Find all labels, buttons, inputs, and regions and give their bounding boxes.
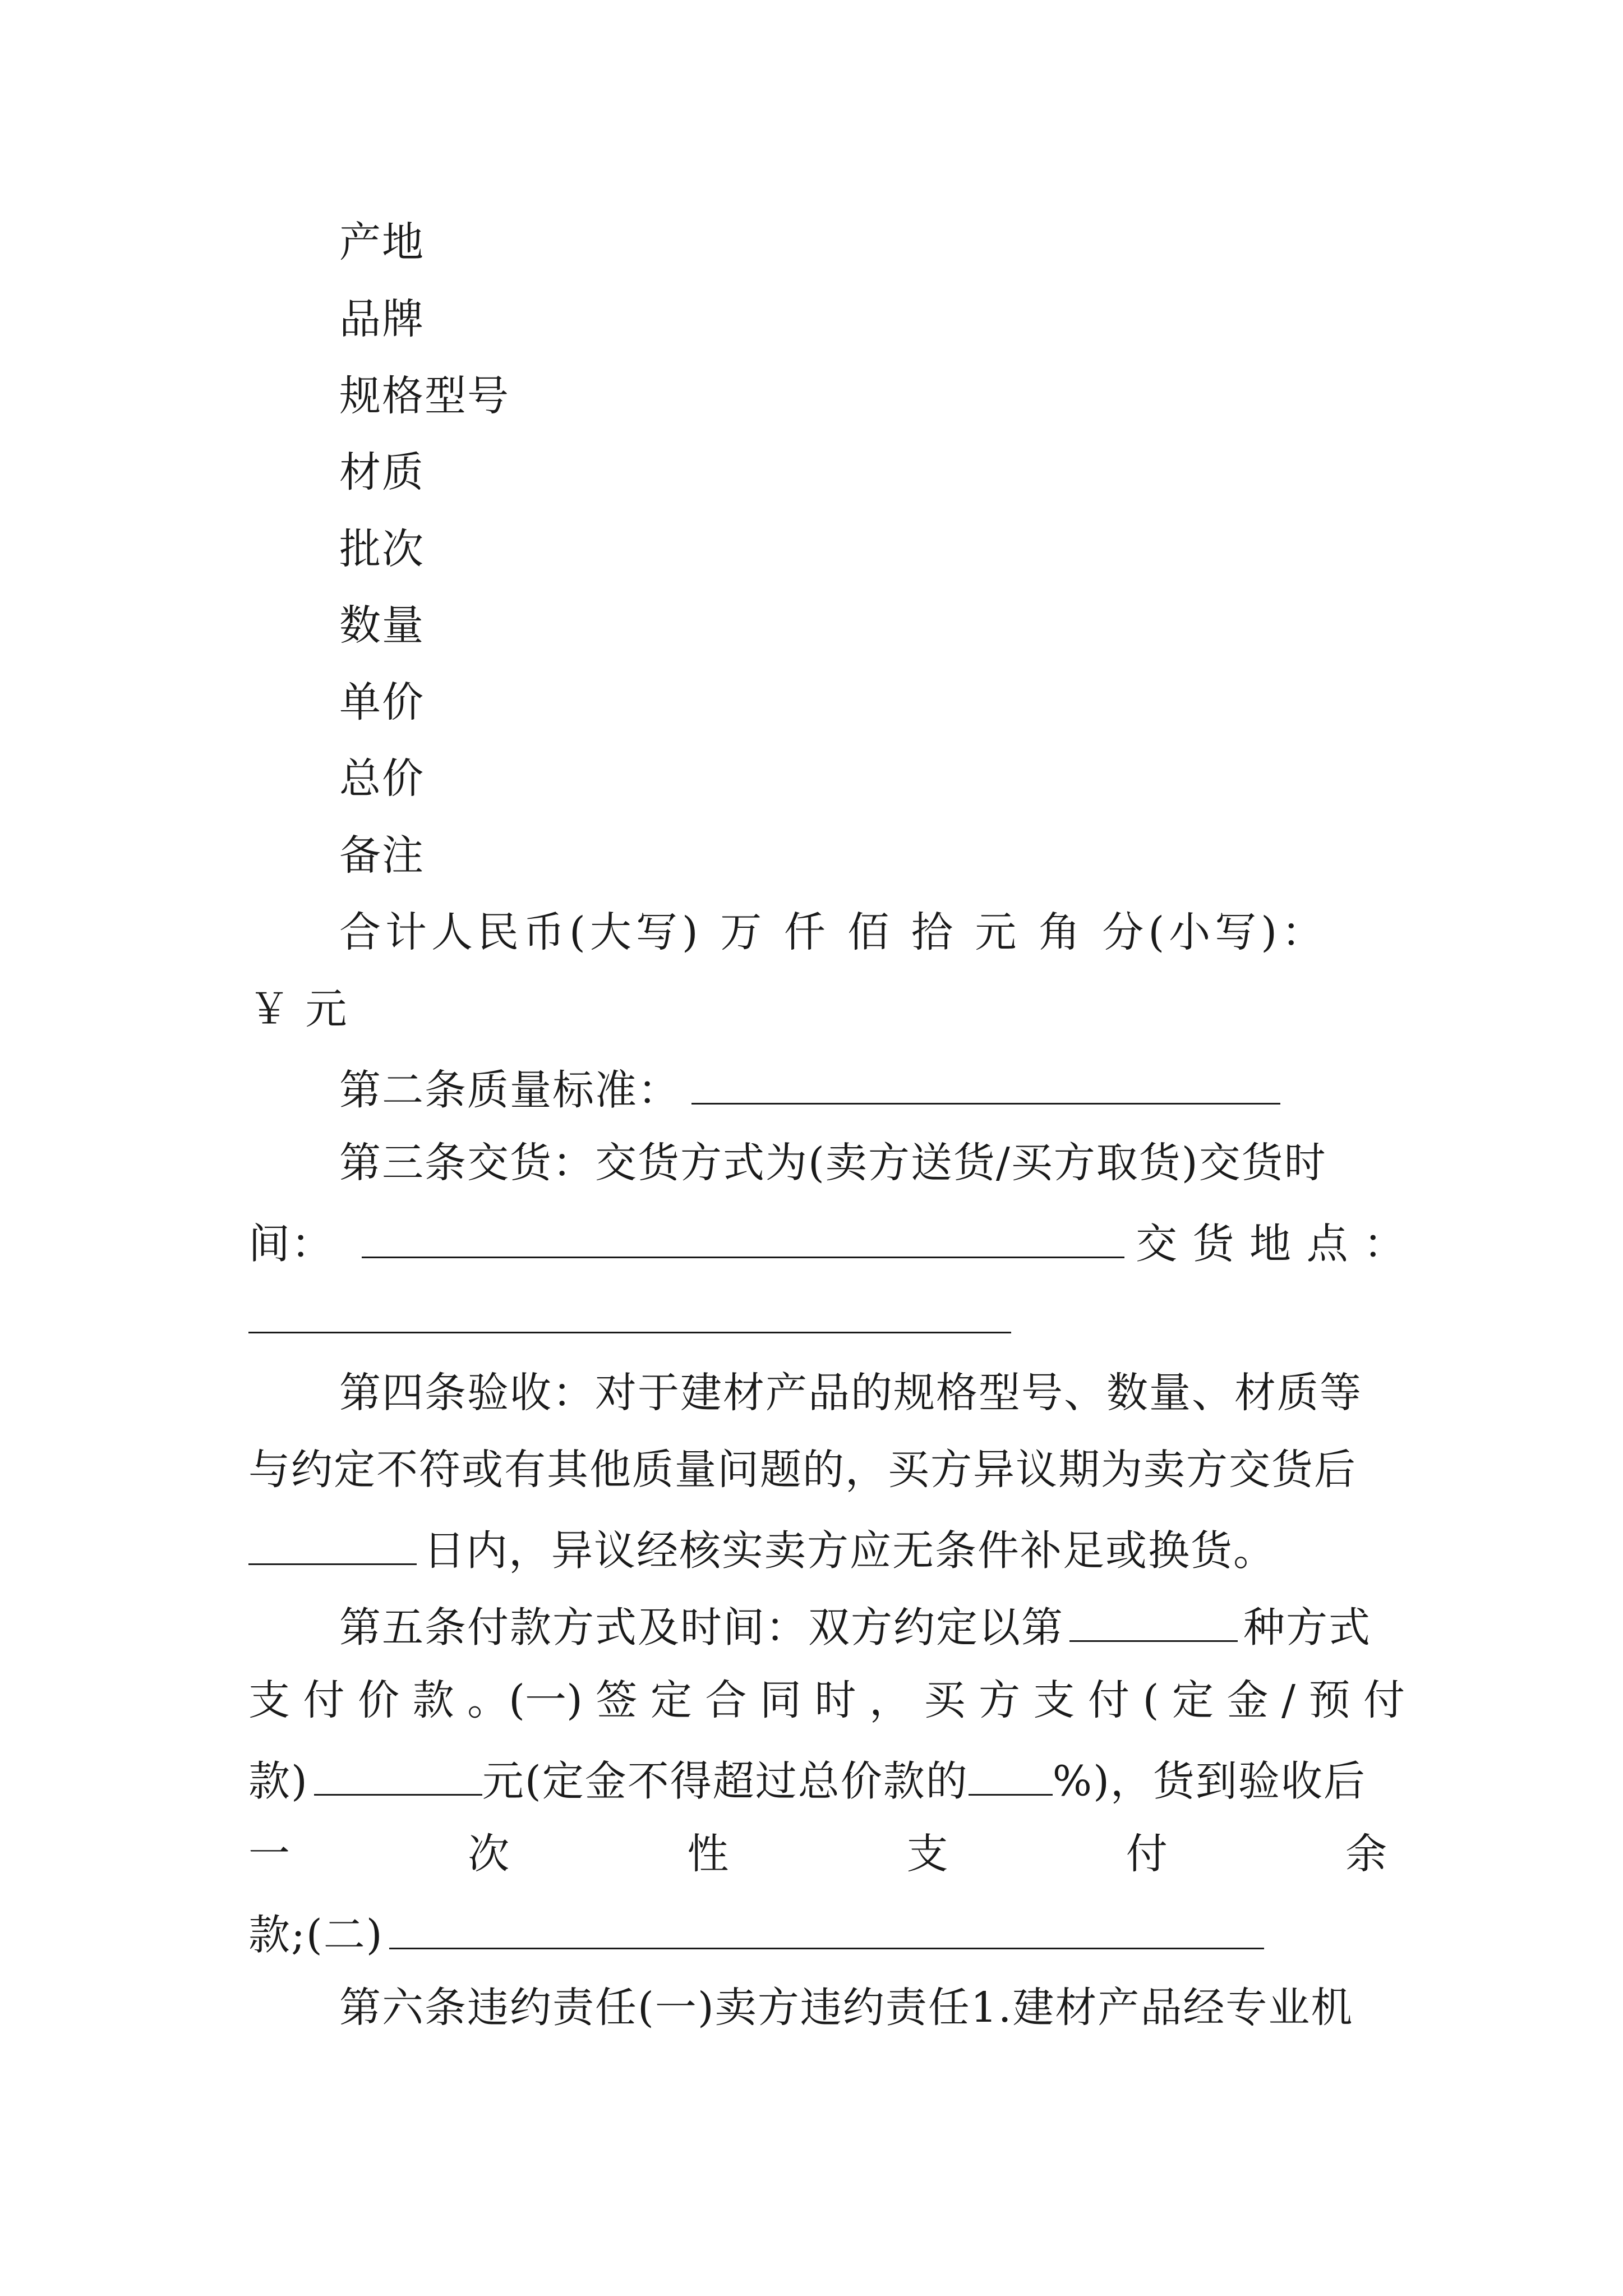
item-unit-price: 单价 <box>339 678 425 726</box>
article-2-quality <box>339 1065 1280 1115</box>
article-5-line-5 <box>248 1910 1264 1959</box>
article-3-line-1: 第三条交货：交货方式为(卖方送货/买方取货)交货时 <box>339 1139 1327 1187</box>
article-5-line-1 <box>339 1603 1371 1652</box>
deposit-percent-field[interactable] <box>969 1756 1053 1796</box>
article-5-char-3: 性 <box>687 1830 729 1878</box>
article-5-line-3-a: 款) <box>248 1757 308 1806</box>
item-total-price: 总价 <box>339 754 425 803</box>
payment-method-label: 第五条付款方式及时间：双方约定以第 <box>339 1603 1064 1652</box>
payment-method-field[interactable] <box>1069 1603 1238 1642</box>
article-5-line-4 <box>248 1830 1387 1878</box>
item-origin: 产地 <box>339 218 425 266</box>
delivery-time-label: 间： <box>248 1220 334 1268</box>
article-2-label: 第二条质量标准： <box>339 1066 680 1115</box>
article-5-char-6: 余 <box>1345 1830 1387 1878</box>
article-5-line-3 <box>248 1756 1366 1806</box>
total-amount-line: 合计人民币(大写) 万 仟 佰 拾 元 角 分(小写)： <box>339 908 1328 956</box>
article-4-line-2: 与约定不符或有其他质量问题的，买方异议期为卖方交货后 <box>248 1446 1357 1494</box>
article-4-line-1: 第四条验收：对于建材产品的规格型号、数量、材质等 <box>339 1369 1362 1417</box>
article-4-line-3 <box>248 1526 1276 1575</box>
item-spec: 规格型号 <box>339 372 510 420</box>
item-batch: 批次 <box>339 525 425 573</box>
article-5-line-2: 支 付 价 款 。(一) 签 定 合 同 时 ， 买 方 支 付 ( 定 金 / 预 付 <box>248 1676 1405 1724</box>
item-brand: 品牌 <box>339 295 425 343</box>
delivery-place-label: 交 货 地 点 ： <box>1136 1220 1407 1268</box>
article-5-char-1: 一 <box>248 1830 290 1878</box>
delivery-time-field[interactable] <box>362 1219 1124 1258</box>
delivery-place-field[interactable] <box>248 1332 1011 1333</box>
article-5-char-4: 支 <box>906 1830 948 1878</box>
article-5-line-5-text: 款;(二) <box>248 1911 384 1959</box>
article-6-line-1: 第六条违约责任(一)卖方违约责任1.建材产品经专业机 <box>339 1984 1354 2032</box>
item-remark: 备注 <box>339 831 425 880</box>
article-5-char-5: 付 <box>1126 1830 1168 1878</box>
item-material: 材质 <box>339 448 425 496</box>
article-5-line-3-c: %)，货到验收后 <box>1052 1757 1366 1806</box>
other-payment-field[interactable] <box>389 1910 1264 1949</box>
article-3-line-2 <box>248 1219 1407 1268</box>
article-5-line-3-b: 元(定金不得超过总价款的 <box>482 1757 969 1806</box>
total-amount-yuan: ￥ 元 <box>248 985 348 1033</box>
payment-method-suffix: 种方式 <box>1243 1603 1371 1652</box>
item-quantity: 数量 <box>339 601 425 650</box>
objection-days-field[interactable] <box>248 1526 417 1565</box>
deposit-amount-field[interactable] <box>314 1756 482 1796</box>
article-4-line-3-text: 日内，异议经核实卖方应无条件补足或换货。 <box>423 1526 1276 1575</box>
quality-standard-field[interactable] <box>691 1065 1280 1105</box>
article-5-char-2: 次 <box>468 1830 510 1878</box>
